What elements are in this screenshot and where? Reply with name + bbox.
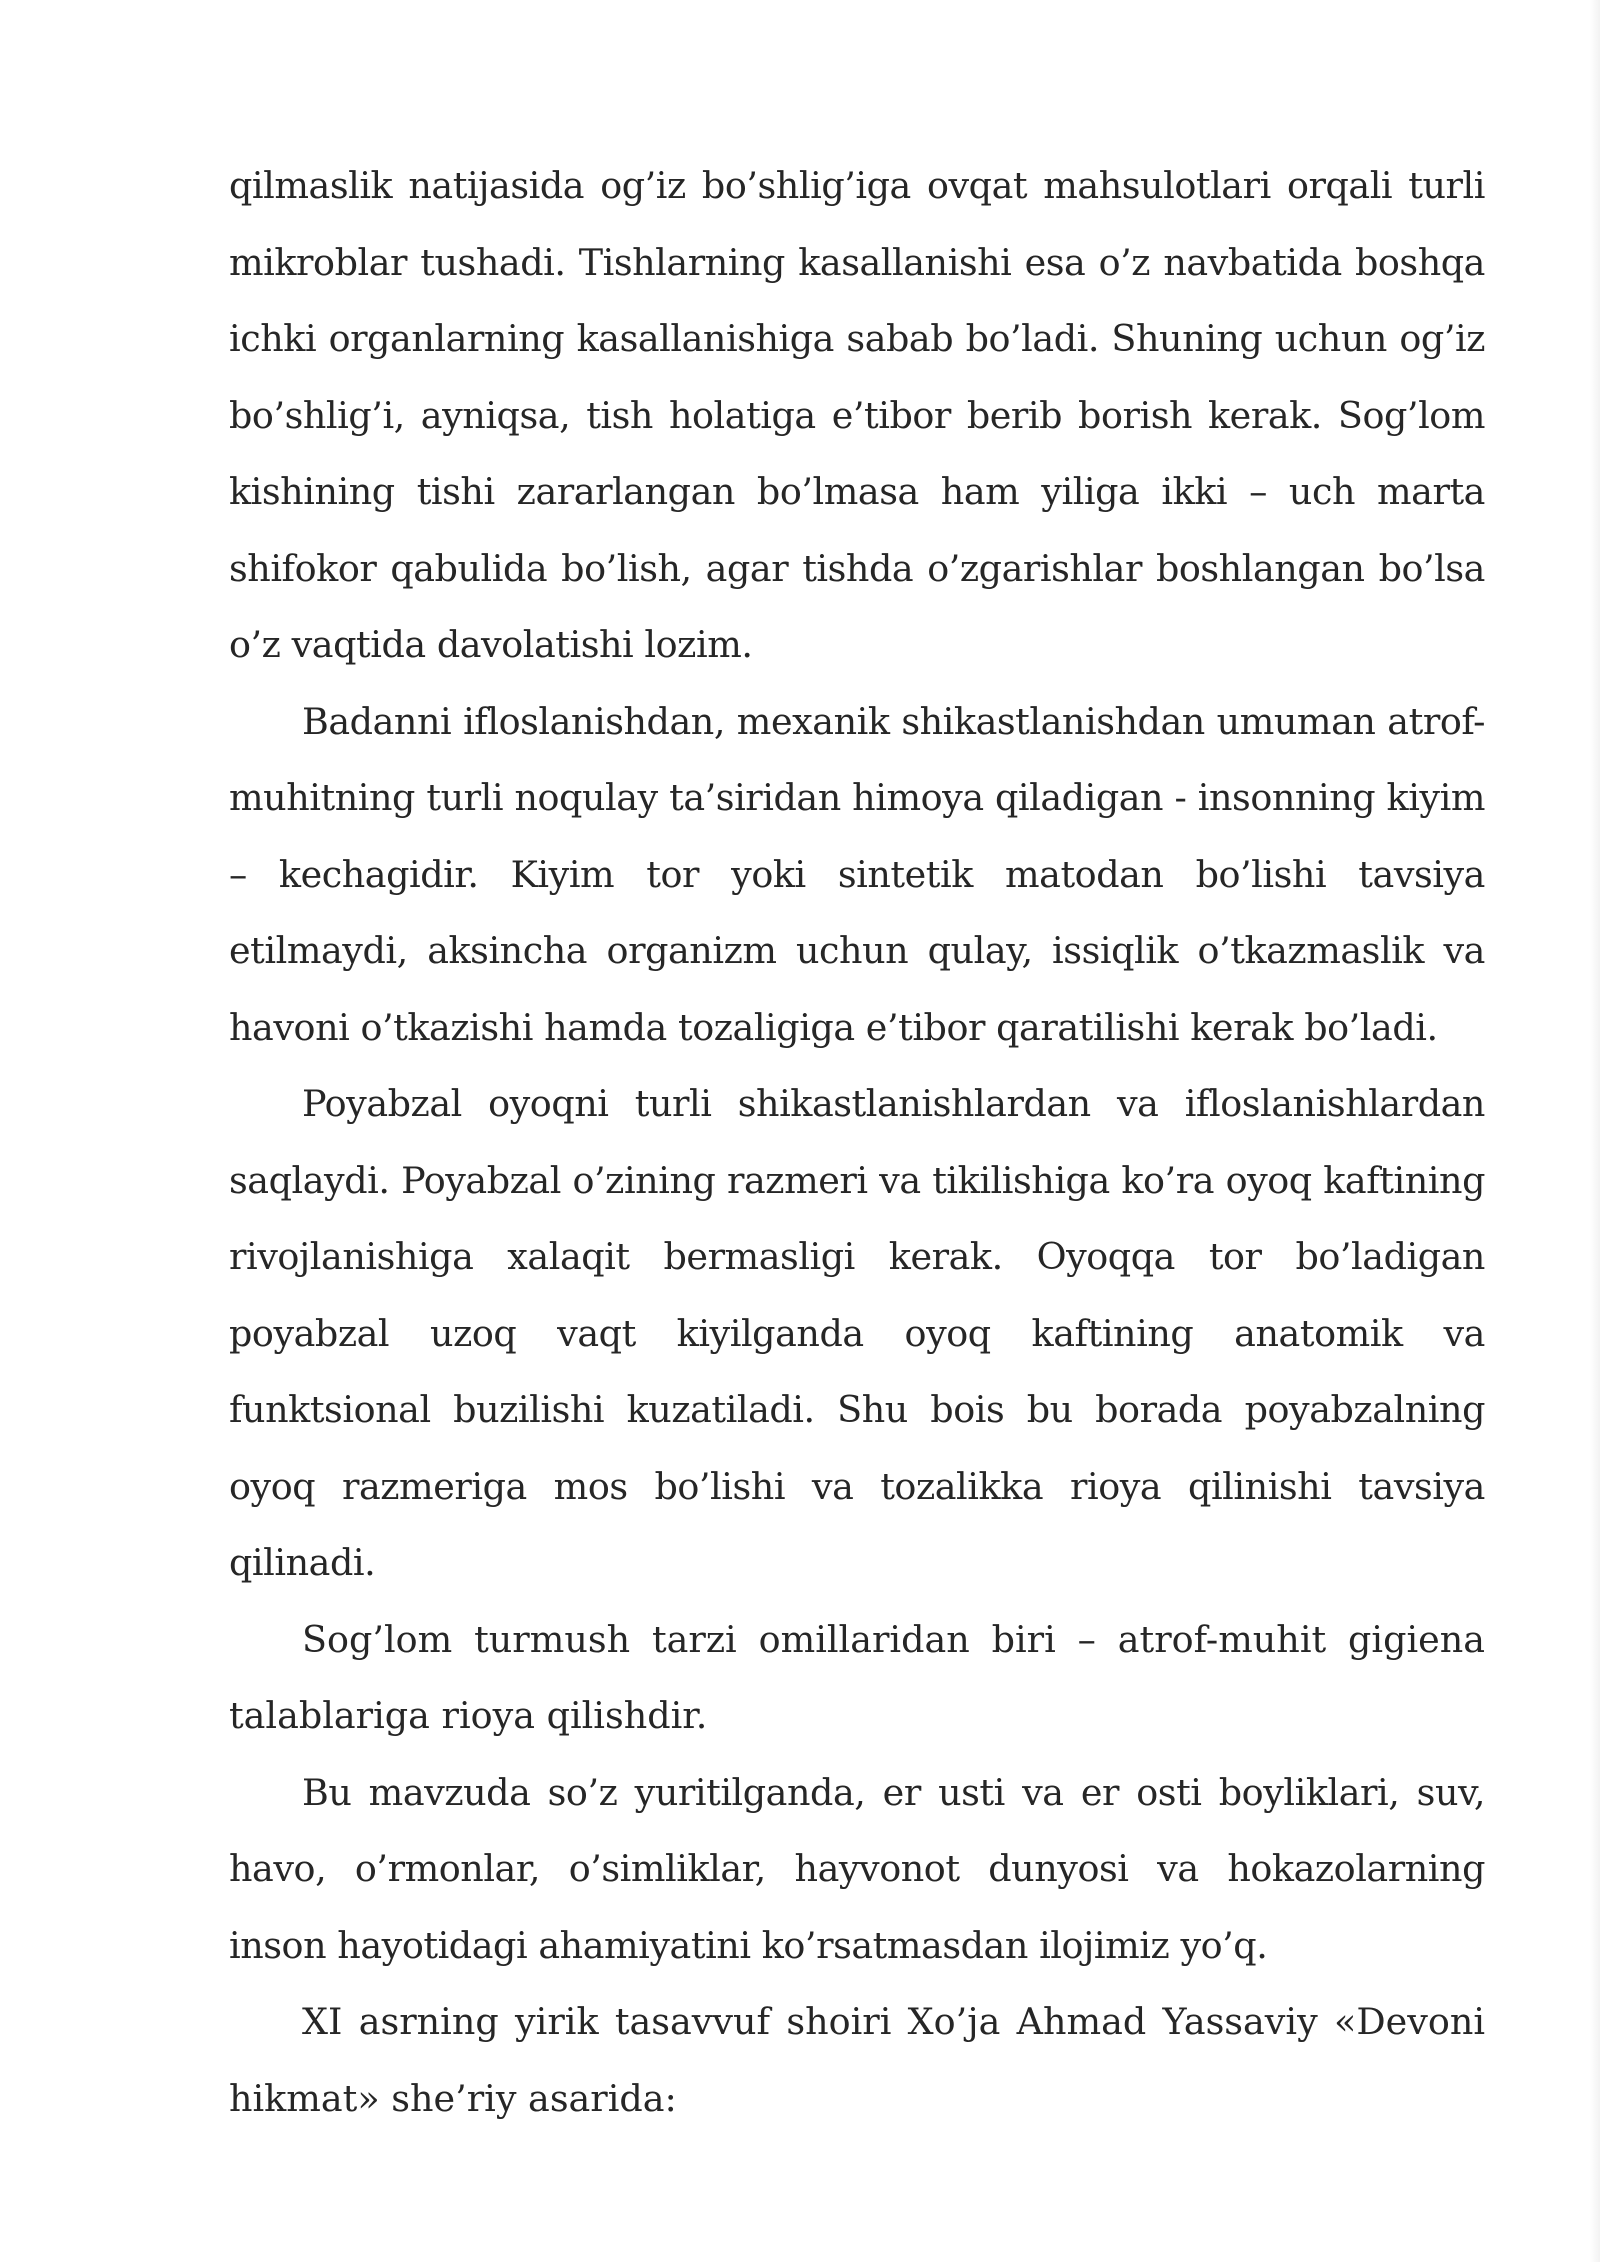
paragraph-oral-hygiene: qilmaslik natijasida og’iz bo’shlig’iga ovqat mahsulotlari orqali turli mikroblar tushadi. Tishlarning kasallanishi esa o’z navbatida boshqa ichki organlarning kasallanishiga sabab bo’ladi. Shuning uchun og’iz bo’shlig’i, ayniqsa, tish holatiga e’tibor berib borish kerak. Sog’lom kishining tishi zararlangan bo’lmasa ham yiliga ikki – uch marta shifokor qabulida bo’lish, agar tishda o’zgarishlar boshlangan bo’lsa o’z vaqtida davolatishi lozim. (229, 164, 1485, 666)
paragraph-natural-resources: Bu mavzuda so’z yuritilganda, er usti va er osti boyliklari, suv, havo, o’rmonlar, o’simliklar, hayvonot dunyosi va hokazolarning inson hayotidagi ahamiyatini ko’rsatmasdan ilojimiz yo’q. (229, 1770, 1485, 1967)
paragraph-footwear: Poyabzal oyoqni turli shikastlanishlardan va ifloslanishlardan saqlaydi. Poyabzal o’zining razmeri va tikilishiga ko’ra oyoq kaftining rivojlanishiga xalaqit bermasligi kerak. Oyoqqa tor bo’ladigan poyabzal uzoq vaqt kiyilganda oyoq kaftining anatomik va funktsional buzilishi kuzatiladi. Shu bois bu borada poyabzalning oyoq razmeriga mos bo’lishi va tozalikka rioya qilinishi tavsiya qilinadi. (229, 1082, 1485, 1584)
paragraph-clothing: Badanni ifloslanishdan, mexanik shikastlanishdan umuman atrof-muhitning turli noqulay ta’siridan himoya qiladigan - insonning kiyim – kechagidir. Kiyim tor yoki sintetik matodan bo’lishi tavsiya etilmaydi, aksincha organizm uchun qulay, issiqlik o’tkazmaslik va havoni o’tkazishi hamda tozaligiga e’tibor qaratilishi kerak bo’ladi. (229, 699, 1485, 1049)
body-text (229, 148, 1485, 2137)
paragraph-environment-hygiene: Sog’lom turmush tarzi omillaridan biri – atrof-muhit gigiena talablariga rioya qilishdir. (229, 1617, 1485, 1737)
page-edge-shadow (1590, 0, 1600, 2262)
paragraph-yassaviy: XI asrning yirik tasavvuf shoiri Xo’ja Ahmad Yassaviy «Devoni hikmat» she’riy asarida: (229, 2000, 1485, 2120)
